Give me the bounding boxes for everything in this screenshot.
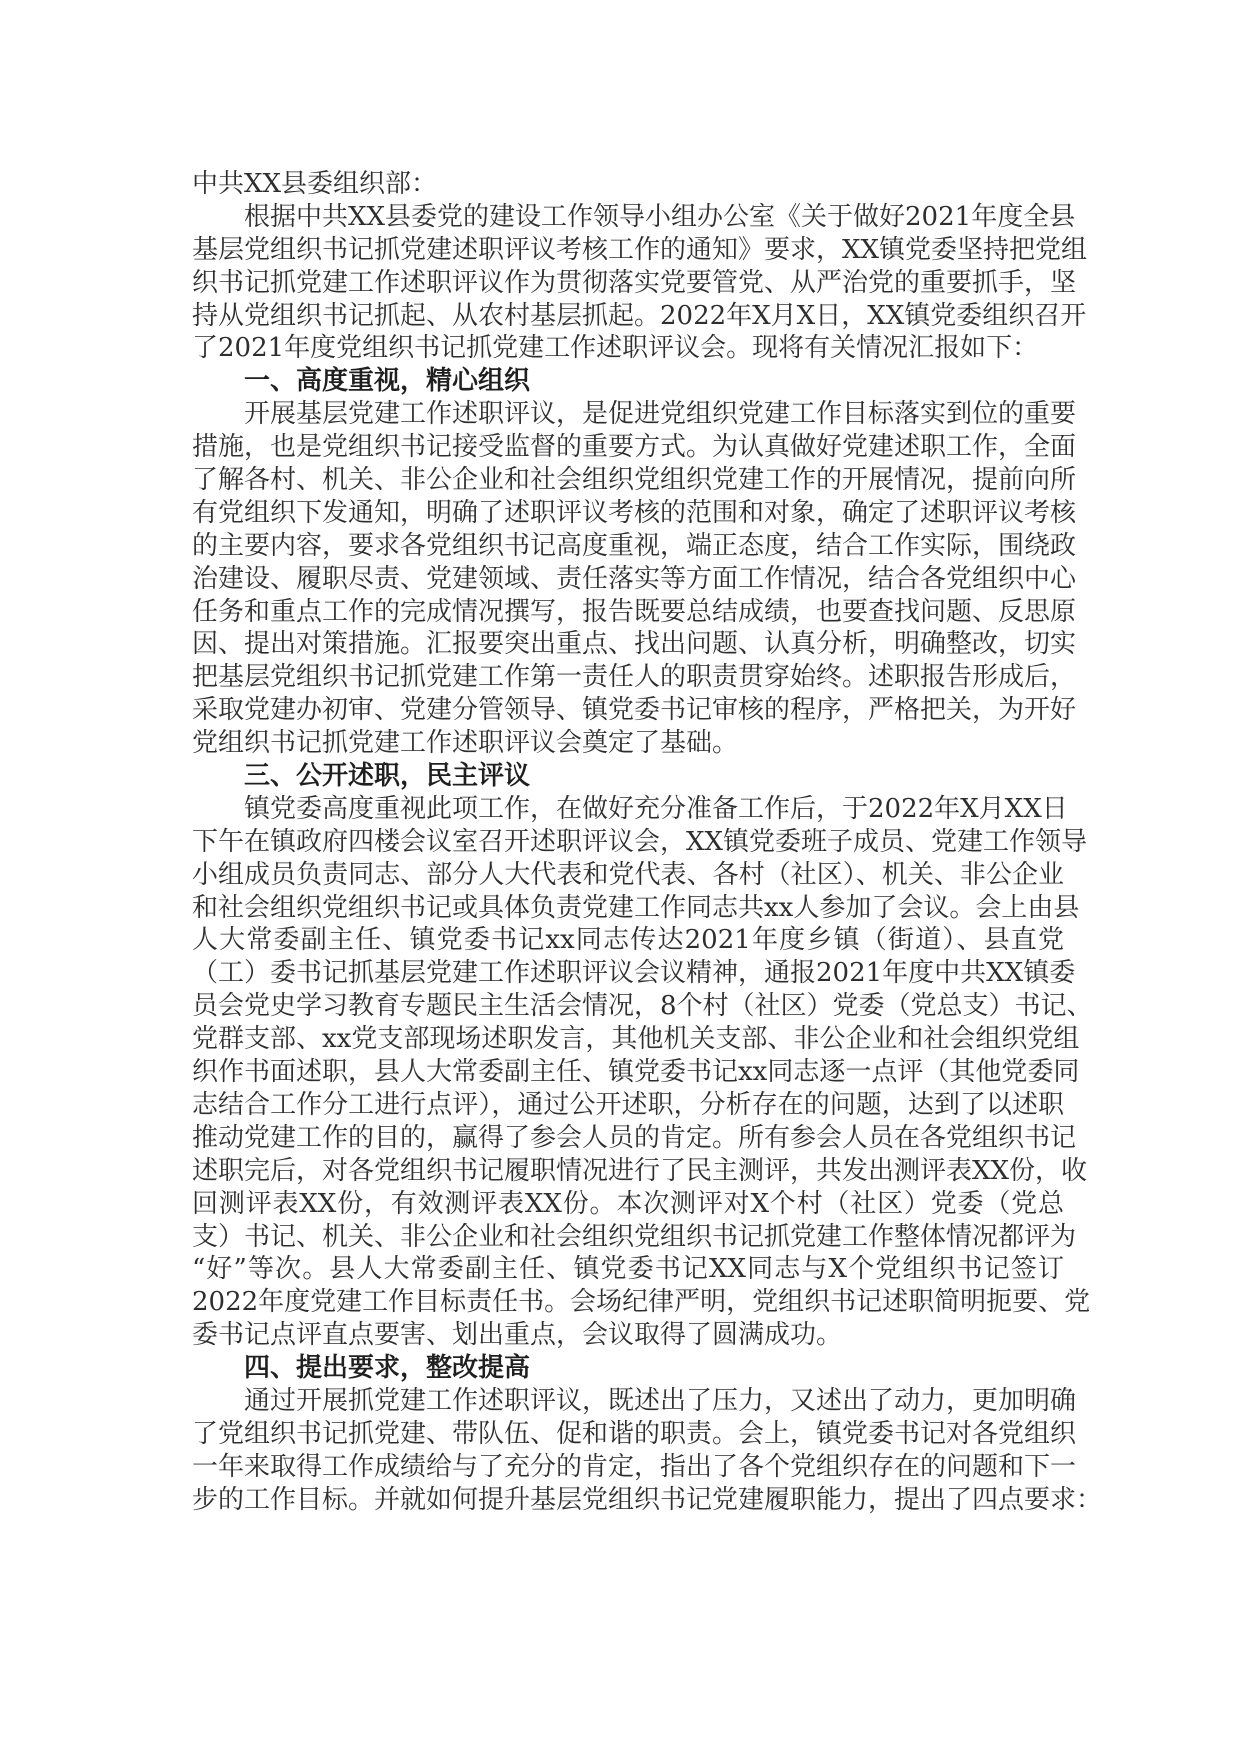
text-line: 员会党史学习教育专题民主生活会情况，8个村（社区）党委（党总支）书记、	[192, 991, 1093, 1022]
text-line: 和社会组织党组织书记或具体负责党建工作同志共xx人参加了会议。会上由县	[192, 892, 1080, 923]
text-line: 了解各村、机关、非公企业和社会组织党组织党建工作的开展情况，提前向所	[192, 465, 1077, 496]
text-line: 中共XX县委组织部：	[192, 169, 438, 199]
text-line: 持从党组织书记抓起、从农村基层抓起。2022年X月X日，XX镇党委组织召开	[192, 300, 1087, 331]
text-line: 一年来取得工作成绩给与了充分的肯定，指出了各个党组织存在的问题和下一	[192, 1451, 1077, 1482]
text-line: 治建设、履职尽责、党建领域、责任落实等方面工作情况，结合各党组织中心	[192, 563, 1077, 594]
text-line: 基层党组织书记抓党建述职评议考核工作的通知》要求，XX镇党委坚持把党组	[192, 234, 1088, 265]
paragraph	[192, 1385, 1103, 1517]
text-line: 通过开展抓党建工作述职评议，既述出了压力，又述出了动力，更加明确	[244, 1385, 1077, 1416]
text-line: 根据中共XX县委党的建设工作领导小组办公室《关于做好2021年度全县	[244, 201, 1076, 232]
text-line: 因、提出对策措施。汇报要突出重点、找出问题、认真分析，明确整改，切实	[192, 629, 1077, 660]
text-line: 支）书记、机关、非公企业和社会组织党组织书记抓党建工作整体情况都评为	[192, 1221, 1077, 1252]
heading-text: 四、提出要求，整改提高	[244, 1353, 531, 1384]
document-body	[192, 168, 1103, 1517]
text-line: 人大常委副主任、镇党委书记xx同志传达2021年度乡镇（街道）、县直党	[192, 925, 1064, 956]
text-line: “好”等次。县人大常委副主任、镇党委书记XX同志与X个党组织书记签订	[192, 1254, 1064, 1285]
text-line: 了党组织书记抓党建、带队伍、促和谐的职责。会上，镇党委书记对各党组织	[192, 1418, 1077, 1449]
text-line: 有党组织下发通知，明确了述职评议考核的范围和对象，确定了述职评议考核	[192, 497, 1077, 528]
text-line: 织书记抓党建工作述职评议作为贯彻落实党要管党、从严治党的重要抓手，坚	[192, 267, 1077, 298]
text-line: 推动党建工作的目的，赢得了参会人员的肯定。所有参会人员在各党组织书记	[192, 1122, 1077, 1153]
text-line: 步的工作目标。并就如何提升基层党组织书记党建履职能力，提出了四点要求：	[192, 1484, 1103, 1515]
text-line: 措施，也是党组织书记接受监督的重要方式。为认真做好党建述职工作，全面	[192, 432, 1077, 463]
paragraph	[192, 793, 1093, 1352]
section-heading	[192, 760, 1064, 793]
text-line: 下午在镇政府四楼会议室召开述职评议会，XX镇党委班子成员、党建工作领导	[192, 826, 1088, 857]
heading-text: 三、公开述职，民主评议	[244, 761, 531, 792]
section-heading	[192, 1352, 1064, 1385]
text-line: 开展基层党建工作述职评议，是促进党组织党建工作目标落实到位的重要	[244, 399, 1077, 430]
text-line: 2022年度党建工作目标责任书。会场纪律严明，党组织书记述职简明扼要、党	[192, 1287, 1091, 1318]
salutation	[192, 168, 1064, 201]
paragraph	[192, 398, 1077, 760]
text-line: （工）委书记抓基层党建工作述职评议会议精神，通报2021年度中共XX镇委	[192, 958, 1076, 989]
text-line: 委书记点评直点要害、划出重点，会议取得了圆满成功。	[192, 1320, 843, 1351]
text-line: 党组织书记抓党建工作述职评议会奠定了基础。	[192, 728, 739, 759]
text-line: 述职完后，对各党组织书记履职情况进行了民主测评，共发出测评表XX份，收	[192, 1155, 1088, 1186]
text-line: 把基层党组织书记抓党建工作第一责任人的职责贯穿始终。述职报告形成后，	[192, 662, 1077, 693]
section-heading	[192, 365, 1064, 398]
text-line: 了2021年度党组织书记抓党建工作述职评议会。现将有关情况汇报如下：	[192, 333, 1039, 364]
text-line: 采取党建办初审、党建分管领导、镇党委书记审核的程序，严格把关，为开好	[192, 695, 1077, 726]
text-line: 任务和重点工作的完成情况撰写，报告既要总结成绩，也要查找问题、反思原	[192, 596, 1077, 627]
text-line: 回测评表XX份，有效测评表XX份。本次测评对X个村（社区）党委（党总	[192, 1188, 1064, 1219]
heading-text: 一、高度重视，精心组织	[244, 366, 531, 397]
text-line: 党群支部、xx党支部现场述职发言，其他机关支部、非公企业和社会组织党组	[192, 1024, 1080, 1055]
text-line: 小组成员负责同志、部分人大代表和党代表、各村（社区）、机关、非公企业	[192, 859, 1064, 890]
text-line: 志结合工作分工进行点评），通过公开述职，分析存在的问题，达到了以述职	[192, 1089, 1064, 1120]
text-line: 镇党委高度重视此项工作，在做好充分准备工作后，于2022年X月XX日	[244, 793, 1068, 824]
text-line: 的主要内容，要求各党组织书记高度重视，端正态度，结合工作实际，围绕政	[192, 530, 1077, 561]
text-line: 织作书面述职，县人大常委副主任、镇党委书记xx同志逐一点评（其他党委同	[192, 1057, 1080, 1088]
paragraph	[192, 201, 1088, 365]
